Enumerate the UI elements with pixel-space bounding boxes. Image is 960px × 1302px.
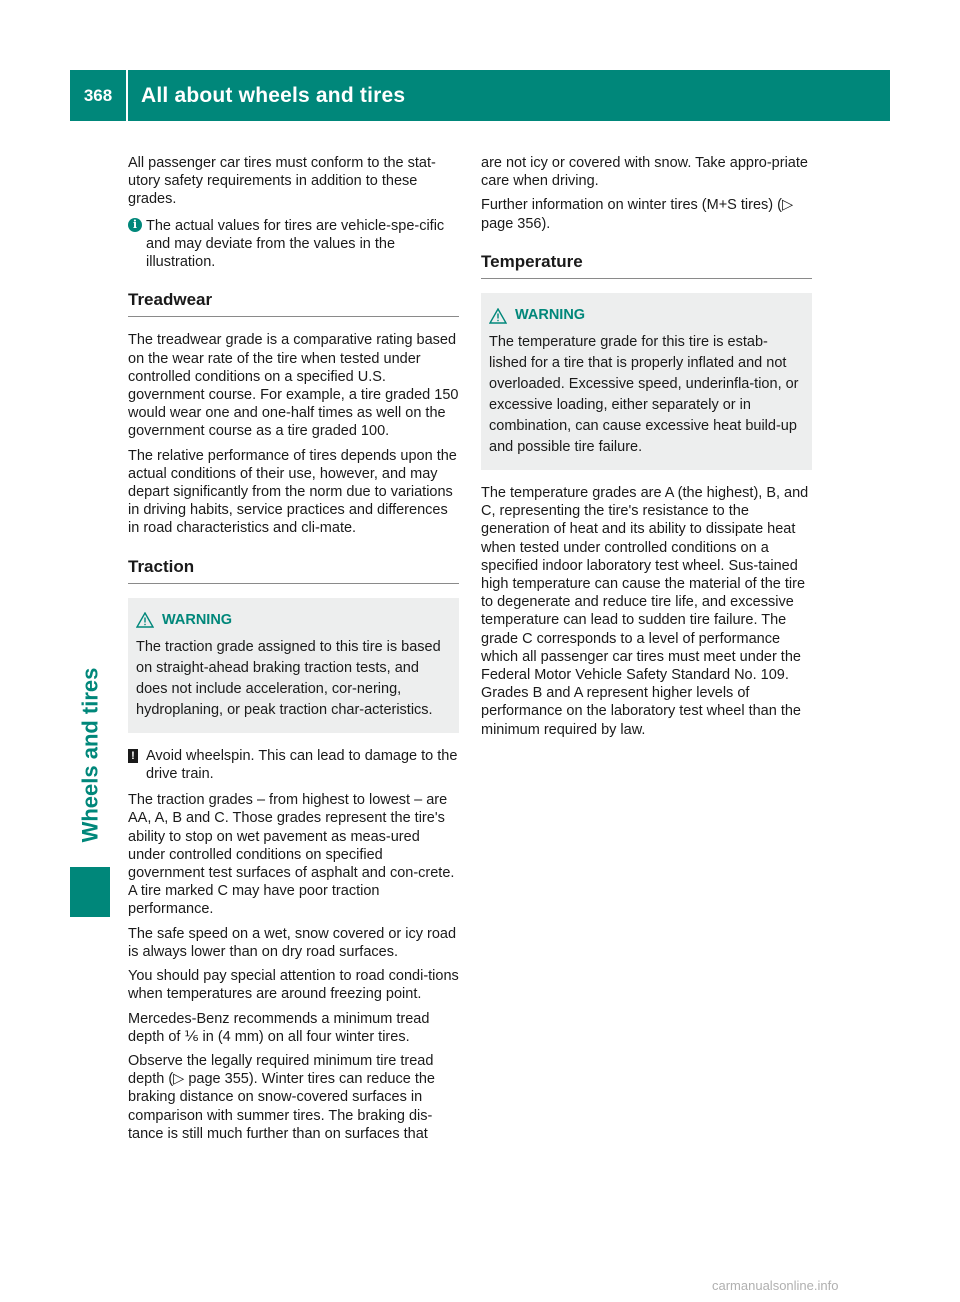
treadwear-heading: Treadwear — [128, 291, 459, 317]
page-reference-arrow-icon[interactable]: ▷ — [173, 1071, 185, 1088]
warning-label: WARNING — [515, 307, 586, 324]
left-column — [128, 154, 459, 1149]
paragraph-text: Further information on winter tires (M+S tires) ( — [481, 197, 782, 214]
page-number: 368 — [70, 70, 128, 121]
temperature-heading: Temperature — [481, 253, 812, 279]
traction-paragraph — [128, 1052, 459, 1143]
traction-paragraph: The safe speed on a wet, snow covered or icy road is always lower than on dry road surfaces. — [128, 925, 457, 960]
traction-warning-text: The traction grade assigned to this tire is based on straight-ahead braking traction tests, and does not include acceleration, cor-nering, hydroplaning, or peak traction char-acteristics. — [136, 638, 441, 718]
caution-note-text: Avoid wheelspin. This can lead to damage to the drive train. — [146, 747, 458, 783]
traction-paragraph: Mercedes-Benz recommends a minimum tread depth of ⅙ in (4 mm) on all four winter tires. — [128, 1010, 430, 1045]
page-title: All about wheels and tires — [141, 83, 406, 107]
caution-note — [128, 747, 459, 783]
treadwear-paragraph: The relative performance of tires depends upon the actual conditions of their use, however, and may depart significantly from the norm due to variations in driving habits, service practices and differences in road characteristics and cli-mate. — [128, 447, 457, 537]
paragraph-text: page 355). Winter tires can reduce the braking distance on snow-covered surfaces in comparison with summer tires. The braking dis-tance is still much further than on surfaces that — [128, 1071, 435, 1142]
traction-paragraph: The traction grades – from highest to lowest – are AA, A, B and C. Those grades represent the tire's ability to stop on wet pavement as meas-ured under controlled conditions on specified government test surfaces of asphalt and con-crete. A tire marked C may have poor traction performance. — [128, 792, 455, 918]
intro-paragraph: All passenger car tires must conform to the stat-utory safety requirements in addition to these grades. — [128, 155, 436, 208]
exclamation-icon: ! — [128, 749, 138, 763]
info-note — [128, 217, 459, 272]
paragraph-text: Observe the legally required minimum tire tread depth ( — [128, 1052, 434, 1088]
traction-heading: Traction — [128, 558, 459, 584]
side-tab-marker — [70, 867, 110, 917]
info-icon: i — [128, 218, 142, 232]
winter-tires-reference — [481, 196, 812, 232]
traction-paragraph: You should pay special attention to road condi-tions when temperatures are around freezing point. — [128, 968, 459, 1003]
temperature-warning-text: The temperature grade for this tire is estab-lished for a tire that is properly inflated and not overloaded. Excessive speed, underinfla-tion, or excessive loading, either separately or in combination, can cause excessive heat build-up and possible tire failure. — [489, 334, 799, 456]
warning-triangle-icon — [489, 308, 507, 324]
warning-header — [136, 610, 451, 631]
page-reference-arrow-icon[interactable]: ▷ — [781, 197, 794, 214]
right-column — [481, 154, 812, 745]
side-tab-label: Wheels and tires — [77, 667, 102, 843]
warning-label: WARNING — [162, 611, 233, 628]
treadwear-paragraph: The treadwear grade is a comparative rating based on the wear rate of the tire when tested under controlled conditions on a specified U.S. government course. For example, a tire graded 150 would wear one and one-half times as well on the government course as a tire graded 100. — [128, 332, 459, 440]
warning-header — [489, 305, 804, 326]
paragraph-text: page 356). — [481, 215, 551, 232]
watermark: carmanualsonline.info — [712, 1278, 839, 1293]
side-tab — [70, 650, 110, 860]
traction-warning-box — [128, 598, 459, 733]
temperature-warning-box — [481, 293, 812, 470]
info-note-text: The actual values for tires are vehicle-spe-cific and may deviate from the values in the illustration. — [146, 217, 445, 271]
temperature-paragraph: The temperature grades are A (the highest), B, and C, representing the tire's resistance to the generation of heat and its ability to dissipate heat when tested under controlled conditions on a specified indoor laboratory test wheel. Sus-tained high temperature can cause the material of the tire to degenerate and reduce tire life, and excessive temperature can lead to sudden tire failure. The grade C corresponds to a level of performance which all passenger car tires must meet under the Federal Motor Vehicle Safety Standard No. 109. Grades B and A represent higher levels of performance on the laboratory test wheel than the minimum required by law. — [481, 485, 809, 738]
warning-triangle-icon — [136, 612, 154, 628]
continued-paragraph: are not icy or covered with snow. Take appro-priate care when driving. — [481, 155, 808, 190]
